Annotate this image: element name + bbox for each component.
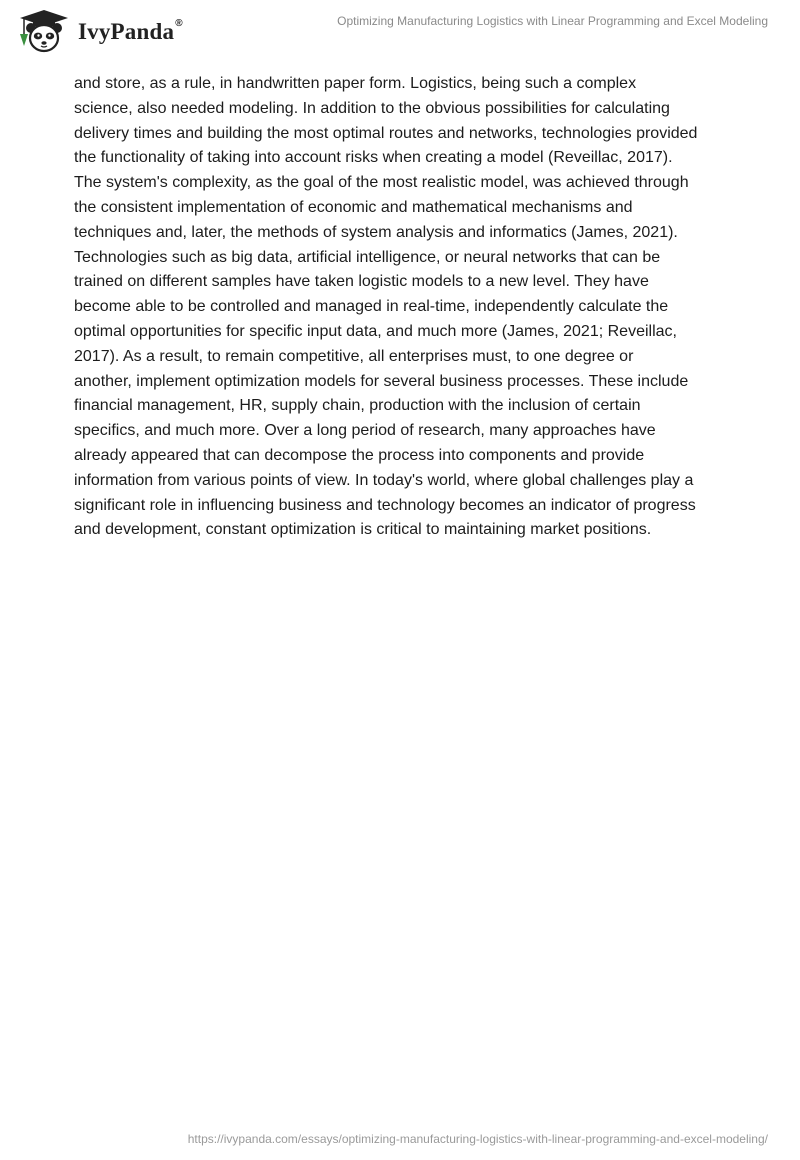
body-line: already appeared that can decompose the process into components and provide [74,446,645,464]
body-line: another, implement optimization models for several business processes. These include [74,372,689,390]
essay-body [74,72,734,543]
page-header [0,0,800,60]
document-title: Optimizing Manufacturing Logistics with Linear Programming and Excel Modeling [337,14,768,28]
panda-graduate-icon [14,8,74,54]
body-line: optimal opportunities for specific input data, and much more (James, 2021; Reveillac, [74,322,677,340]
body-line: techniques and, later, the methods of system analysis and informatics (James, 2021). [74,223,678,241]
body-line: The system's complexity, as the goal of the most realistic model, was achieved through [74,174,689,192]
body-line: trained on different samples have taken logistic models to a new level. They have [74,273,649,291]
body-line: and store, as a rule, in handwritten paper form. Logistics, being such a complex [74,75,637,92]
body-line: and development, constant optimization is critical to maintaining market positions. [74,521,652,539]
body-line: information from various points of view. In today's world, where global challenges play a [74,471,694,489]
body-line: science, also needed modeling. In addition to the obvious possibilities for calculating [74,99,670,117]
body-line: significant role in influencing business and technology becomes an indicator of progress [74,496,696,514]
body-line: delivery times and building the most optimal routes and networks, technologies provided [74,124,698,142]
body-line: 2017). As a result, to remain competitive, all enterprises must, to one degree or [74,347,634,365]
body-line: specifics, and much more. Over a long period of research, many approaches have [74,422,656,440]
body-line: Technologies such as big data, artificial intelligence, or neural networks that can be [74,248,661,266]
brand-logo[interactable] [14,8,183,54]
body-line: the consistent implementation of economic and mathematical mechanisms and [74,198,633,216]
body-line: the functionality of taking into account risks when creating a model (Reveillac, 2017). [74,149,673,167]
brand-name: IvyPanda® [78,18,183,44]
body-line: financial management, HR, supply chain, production with the inclusion of certain [74,397,641,415]
source-url-link[interactable]: https://ivypanda.com/essays/optimizing-manufacturing-logistics-with-linear-programming-and-excel-modeling/ [187,1132,768,1146]
body-line: become able to be controlled and managed in real-time, independently calculate the [74,298,669,316]
registered-mark: ® [175,18,183,30]
